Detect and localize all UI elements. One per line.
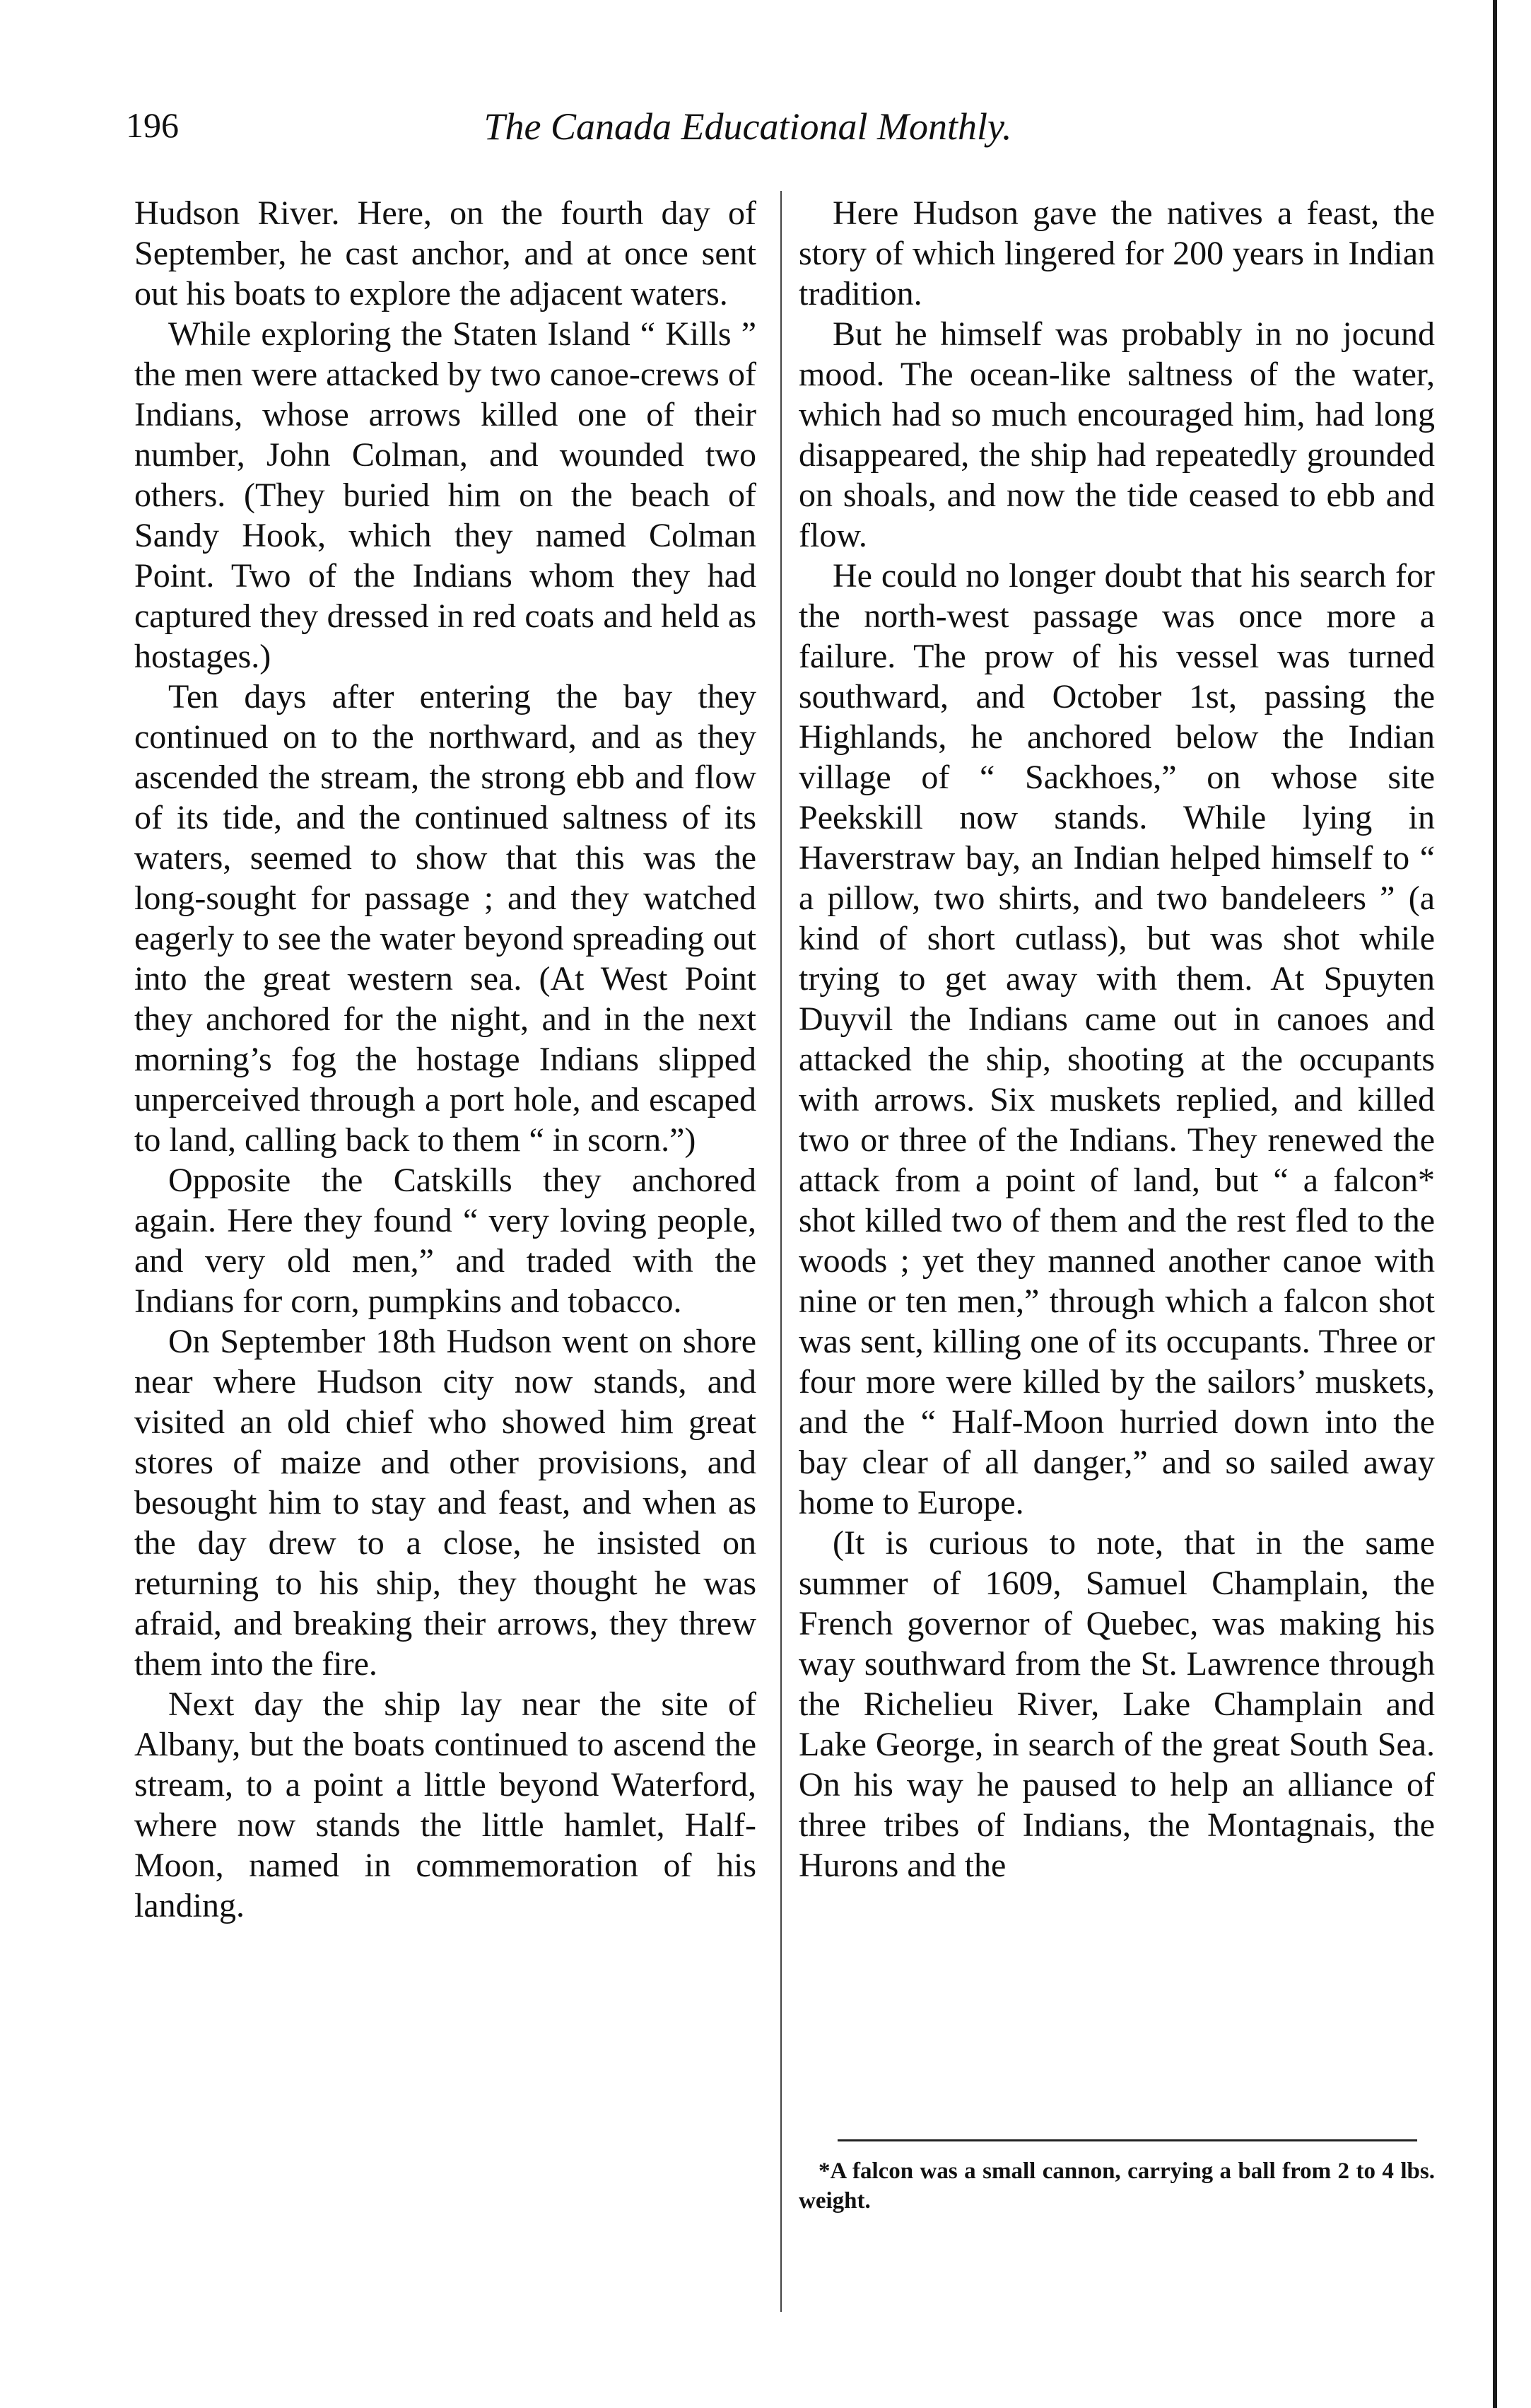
footnote [799, 2156, 1435, 2216]
paragraph: On September 18th Hudson went on shore near where Hudson city now stands, and visited an old chief who showed him great stores of maize and other provisions, and besought him to stay and feast, and when as the day drew to a close, he insisted on returning to his ship, they thought he was afraid, and breaking their arrows, they threw them into the fire. [134, 1323, 756, 1683]
paragraph: Opposite the Catskills they anchored again. Here they found “ very loving people, and very old men,” and traded with the Indians for corn, pumpkins and tobacco. [134, 1162, 756, 1320]
binding-edge-rule [1493, 0, 1497, 2408]
paragraph: Next day the ship lay near the site of Albany, but the boats continued to ascend the stream, to a point a little beyond Waterford, where now stands the little hamlet, Half-Moon, named in commemoration of his landing. [134, 1685, 756, 1924]
right-column [799, 193, 1435, 1886]
paragraph: (It is curious to note, that in the same summer of 1609, Samuel Champlain, the French governor of Quebec, was making his way southward from the St. Lawrence through the Richelieu River, Lake Champlain and Lake George, in search of the great South Sea. On his way he paused to help an alliance of three tribes of Indians, the Montagnais, the Hurons and the [799, 1524, 1435, 1884]
paragraph: Hudson River. Here, on the fourth day of September, he cast anchor, and at once sent out his boats to explore the adjacent waters. [134, 194, 756, 312]
left-column [134, 193, 756, 1926]
paragraph: While exploring the Staten Island “ Kills ” the men were attacked by two canoe-crews of Indians, whose arrows killed one of their number, John Colman, and wounded two others. (They buried him on the beach of Sandy Hook, which they named Colman Point. Two of the Indians whom they had captured they dressed in red coats and held as hostages.) [134, 315, 756, 675]
paragraph: He could no longer doubt that his search for the north-west passage was once more a failure. The prow of his vessel was turned southward, and October 1st, passing the Highlands, he anchored below the Indian village of “ Sackhoes,” on whose site Peekskill now stands. While lying in Haverstraw bay, an Indian helped himself to “ a pillow, two shirts, and two bandeleers ” (a kind of short cutlass), but was shot while trying to get away with them. At Spuyten Duyvil the Indians came out in canoes and attacked the ship, shooting at the occupants with arrows. Six muskets replied, and killed two or three of the Indians. They renewed the attack from a point of land, but “ a falcon* shot killed two of them and the rest fled to the woods ; yet they manned another canoe with nine or ten men,” through which a falcon shot was sent, killing one of its occupants. Three or four more were killed by the sailors’ muskets, and the “ Half-Moon hurried down into the bay clear of all danger,” and so sailed away home to Europe. [799, 557, 1435, 1521]
paragraph: Ten days after entering the bay they continued on to the northward, and as they ascended the stream, the strong ebb and flow of its tide, and the continued saltness of its waters, seemed to show that this was the long-sought for passage ; and they watched eagerly to see the water beyond spreading out into the great western sea. (At West Point they anchored for the night, and in the next morning’s fog the hostage Indians slipped unperceived through a port hole, and escaped to land, calling back to them “ in scorn.”) [134, 678, 756, 1159]
paragraph: But he himself was probably in no jocund mood. The ocean-like saltness of the water, which had so much encouraged him, had long disappeared, the ship had repeatedly grounded on shoals, and now the tide ceased to ebb and flow. [799, 315, 1435, 554]
footnote-text: *A falcon was a small cannon, carrying a ball from 2 to 4 lbs. weight. [799, 2158, 1435, 2214]
page-header [126, 105, 1455, 161]
footnote-rule [838, 2139, 1417, 2141]
paragraph: Here Hudson gave the natives a feast, the story of which lingered for 200 years in Indian tradition. [799, 194, 1435, 312]
page-number: 196 [126, 105, 179, 145]
running-title: The Canada Educational Monthly. [483, 105, 1012, 148]
column-divider [780, 191, 782, 2312]
